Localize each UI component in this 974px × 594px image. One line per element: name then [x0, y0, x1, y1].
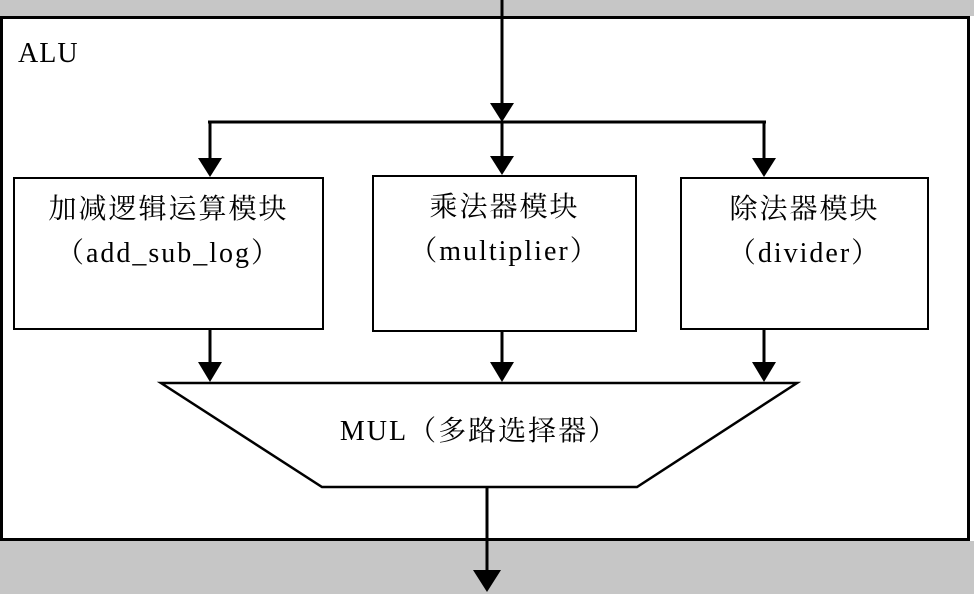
module-output-arrowhead-left: [198, 362, 222, 382]
module-box-multiplier: [372, 175, 637, 332]
module-label-cn: 乘法器模块: [429, 192, 580, 223]
module-label-en: （add_sub_log）: [55, 238, 282, 269]
module-label-cn: 除法器模块: [729, 194, 880, 225]
mux-output-arrowhead: [473, 570, 501, 592]
module-output-arrowhead-right: [752, 362, 776, 382]
mux-label: MUL（多路选择器）: [339, 416, 619, 447]
branch-arrowhead-left: [198, 158, 222, 177]
branch-arrowhead-center: [490, 156, 514, 175]
input-arrowhead: [490, 103, 514, 122]
alu-label: ALU: [18, 38, 79, 69]
module-output-arrowhead-center: [490, 362, 514, 382]
module-label-cn: 加减逻辑运算模块: [48, 194, 289, 225]
module-label-en: （divider）: [727, 238, 882, 269]
branch-arrowhead-right: [752, 158, 776, 177]
module-box-divider: [680, 177, 929, 330]
module-label-en: （multiplier）: [409, 236, 600, 267]
module-box-add-sub-log: [13, 177, 324, 330]
